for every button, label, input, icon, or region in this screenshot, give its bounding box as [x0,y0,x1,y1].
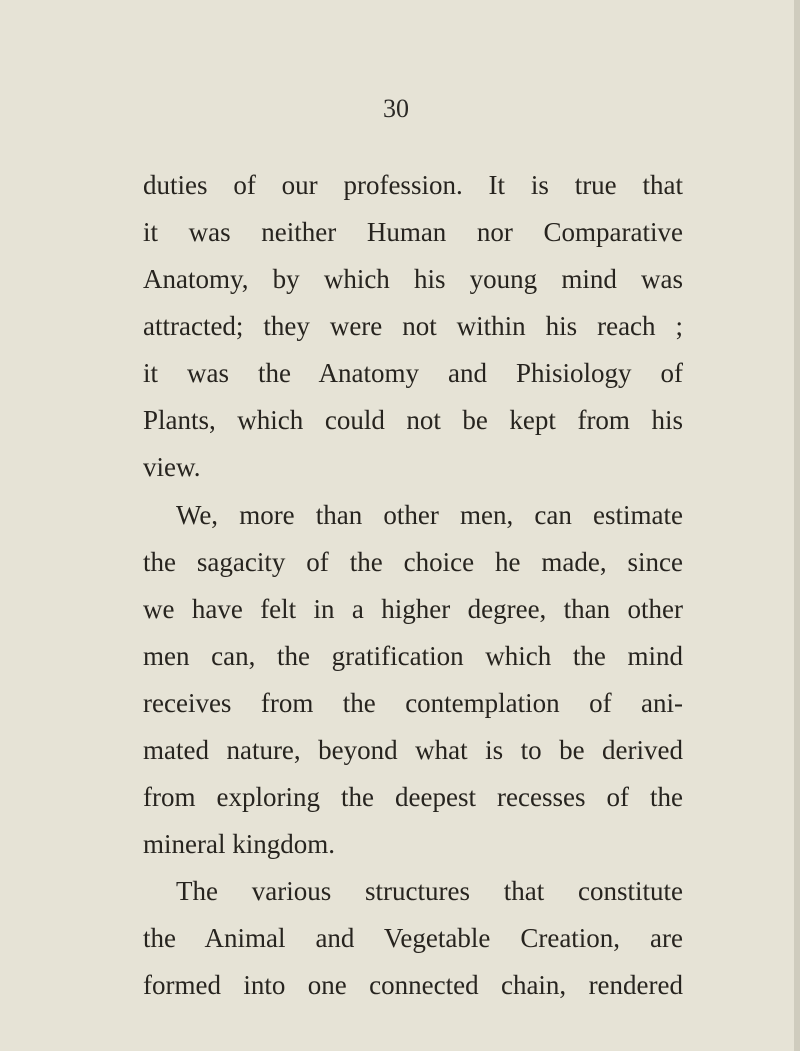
text-line: formed into one connected chain, rendered [143,970,683,1000]
text-line: it was the Anatomy and Phisiology of [143,358,683,388]
text-line: Plants, which could not be kept from his [143,405,683,435]
text-line: Anatomy, by which his young mind was [143,264,683,294]
text-line: from exploring the deepest recesses of the [143,782,683,812]
paragraph-start-line: We, more than other men, can estimate [176,500,683,530]
text-line: it was neither Human nor Comparative [143,217,683,247]
text-line: attracted; they were not within his reach ; [143,311,683,341]
text-line: mineral kingdom. [143,829,335,859]
text-line: we have felt in a higher degree, than other [143,594,683,624]
text-line: the sagacity of the choice he made, since [143,547,683,577]
text-line: view. [143,452,201,482]
text-line: duties of our profession. It is true that [143,170,683,200]
text-line: receives from the contemplation of ani- [143,688,683,718]
page-number: 30 [383,94,409,123]
text-line: men can, the gratification which the mind [143,641,683,671]
text-line: the Animal and Vegetable Creation, are [143,923,683,953]
paragraph-start-line: The various structures that constitute [176,876,683,906]
text-line: mated nature, beyond what is to be derived [143,735,683,765]
